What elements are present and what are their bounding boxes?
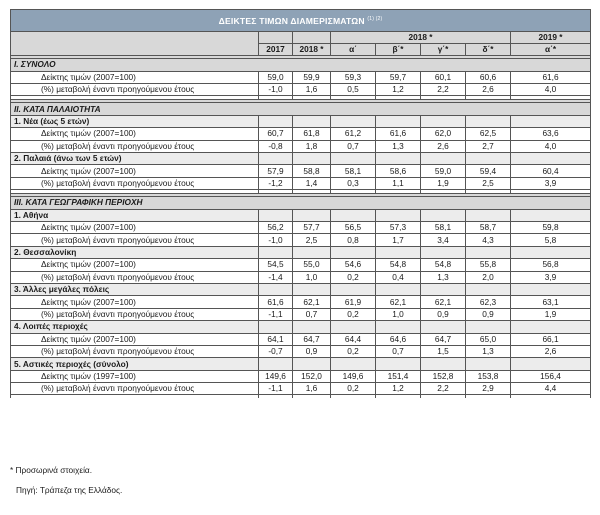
subsection-fill	[421, 152, 466, 164]
value-cell: 1,2	[376, 83, 421, 95]
header-2018-quarters: 2018 *	[331, 32, 511, 44]
row-label: Δείκτης τιμών (2007=100)	[11, 259, 259, 271]
table-row	[11, 222, 591, 234]
row-label: (%) μεταβολή έναντι προηγούμενου έτους	[11, 383, 259, 395]
spacer-row	[11, 395, 591, 399]
value-cell: 61,6	[511, 71, 591, 83]
value-cell: 1,9	[421, 177, 466, 189]
table-row	[11, 345, 591, 357]
value-cell: 0,5	[331, 83, 376, 95]
subsection-fill	[293, 152, 331, 164]
row-label: Δείκτης τιμών (2007=100)	[11, 165, 259, 177]
header-col: 2018 *	[293, 44, 331, 56]
subsection-header-row	[11, 209, 591, 221]
subsection-fill	[376, 358, 421, 370]
section-header-row	[11, 103, 591, 116]
table-row	[11, 234, 591, 246]
subsection-fill	[293, 283, 331, 295]
table-row	[11, 259, 591, 271]
value-cell: 57,7	[293, 222, 331, 234]
value-cell: 59,8	[511, 222, 591, 234]
value-cell: -1,0	[259, 234, 293, 246]
value-cell: 56,5	[331, 222, 376, 234]
value-cell: 64,4	[331, 333, 376, 345]
value-cell: 1,6	[293, 383, 331, 395]
value-cell: 1,9	[511, 308, 591, 320]
subsection-fill	[511, 321, 591, 333]
header-2019: 2019 *	[511, 32, 591, 44]
value-cell: 54,6	[331, 259, 376, 271]
header-col: 2017	[259, 44, 293, 56]
value-cell: 61,6	[259, 296, 293, 308]
value-cell: 58,8	[293, 165, 331, 177]
row-label: Δείκτης τιμών (2007=100)	[11, 128, 259, 140]
subsection-header-row	[11, 152, 591, 164]
value-cell: 2,6	[511, 345, 591, 357]
spacer-cell	[331, 395, 376, 399]
value-cell: -1,4	[259, 271, 293, 283]
subsection-fill	[259, 115, 293, 127]
subsection-fill	[466, 246, 511, 258]
spacer-cell	[466, 395, 511, 399]
subsection-fill	[331, 321, 376, 333]
value-cell: 1,1	[376, 177, 421, 189]
header-col: β΄*	[376, 44, 421, 56]
header-col: α΄	[331, 44, 376, 56]
table-row	[11, 140, 591, 152]
row-label: (%) μεταβολή έναντι προηγούμενου έτους	[11, 345, 259, 357]
table-row	[11, 383, 591, 395]
subsection-fill	[421, 358, 466, 370]
subsection-fill	[293, 209, 331, 221]
value-cell: 56,2	[259, 222, 293, 234]
value-cell: 0,9	[466, 308, 511, 320]
value-cell: 64,7	[421, 333, 466, 345]
subsection-fill	[511, 152, 591, 164]
value-cell: 61,2	[331, 128, 376, 140]
value-cell: 5,8	[511, 234, 591, 246]
value-cell: 62,5	[466, 128, 511, 140]
value-cell: -1,1	[259, 383, 293, 395]
value-cell: 61,9	[331, 296, 376, 308]
value-cell: 60,4	[511, 165, 591, 177]
value-cell: -1,2	[259, 177, 293, 189]
table-row	[11, 308, 591, 320]
value-cell: 60,7	[259, 128, 293, 140]
value-cell: 58,6	[376, 165, 421, 177]
value-cell: 0,2	[331, 271, 376, 283]
value-cell: 1,2	[376, 383, 421, 395]
value-cell: 65,0	[466, 333, 511, 345]
value-cell: 66,1	[511, 333, 591, 345]
section-title: I. ΣΥΝΟΛΟ	[11, 59, 591, 72]
title-notes: (1) (2)	[367, 16, 383, 23]
subsection-fill	[293, 321, 331, 333]
value-cell: 57,9	[259, 165, 293, 177]
value-cell: 156,4	[511, 370, 591, 382]
value-cell: -0,7	[259, 345, 293, 357]
value-cell: 0,7	[376, 345, 421, 357]
row-label: (%) μεταβολή έναντι προηγούμενου έτους	[11, 83, 259, 95]
subsection-fill	[511, 246, 591, 258]
value-cell: 59,3	[331, 71, 376, 83]
value-cell: 0,2	[331, 383, 376, 395]
row-label: Δείκτης τιμών (1997=100)	[11, 370, 259, 382]
header-col: δ΄*	[466, 44, 511, 56]
value-cell: 2,6	[421, 140, 466, 152]
subsection-fill	[511, 358, 591, 370]
value-cell: 2,7	[466, 140, 511, 152]
value-cell: 1,7	[376, 234, 421, 246]
spacer-cell	[376, 395, 421, 399]
value-cell: 54,8	[421, 259, 466, 271]
value-cell: 149,6	[259, 370, 293, 382]
value-cell: 64,6	[376, 333, 421, 345]
value-cell: 60,1	[421, 71, 466, 83]
subsection-fill	[331, 152, 376, 164]
value-cell: 151,4	[376, 370, 421, 382]
value-cell: 1,6	[293, 83, 331, 95]
value-cell: 59,7	[376, 71, 421, 83]
value-cell: 62,0	[421, 128, 466, 140]
table-title-row	[11, 10, 591, 32]
value-cell: 3,4	[421, 234, 466, 246]
table-body	[11, 10, 591, 399]
header-blank	[11, 32, 259, 56]
subsection-fill	[331, 358, 376, 370]
value-cell: 152,8	[421, 370, 466, 382]
subsection-fill	[376, 283, 421, 295]
value-cell: 54,5	[259, 259, 293, 271]
value-cell: 55,8	[466, 259, 511, 271]
subsection-fill	[259, 358, 293, 370]
value-cell: 62,1	[376, 296, 421, 308]
value-cell: 62,1	[421, 296, 466, 308]
section-title: III. ΚΑΤΑ ΓΕΩΓΡΑΦΙΚΗ ΠΕΡΙΟΧΗ	[11, 197, 591, 210]
value-cell: 4,3	[466, 234, 511, 246]
subsection-fill	[466, 209, 511, 221]
section-title: II. ΚΑΤΑ ΠΑΛΑΙΟΤΗΤΑ	[11, 103, 591, 116]
subsection-fill	[466, 283, 511, 295]
value-cell: 59,0	[421, 165, 466, 177]
subsection-title: 5. Αστικές περιοχές (σύνολο)	[11, 358, 259, 370]
spacer-cell	[293, 395, 331, 399]
row-label: Δείκτης τιμών (2007=100)	[11, 333, 259, 345]
subsection-title: 1. Νέα (έως 5 ετών)	[11, 115, 259, 127]
value-cell: 1,5	[421, 345, 466, 357]
subsection-fill	[421, 246, 466, 258]
value-cell: 3,9	[511, 177, 591, 189]
subsection-fill	[421, 321, 466, 333]
value-cell: 0,7	[331, 140, 376, 152]
value-cell: 58,1	[331, 165, 376, 177]
subsection-title: 1. Αθήνα	[11, 209, 259, 221]
value-cell: 2,2	[421, 83, 466, 95]
spacer-cell	[421, 395, 466, 399]
value-cell: 58,1	[421, 222, 466, 234]
table-title-text: ΔΕΙΚΤΕΣ ΤΙΜΩΝ ΔΙΑΜΕΡΙΣΜΑΤΩΝ	[218, 15, 365, 26]
header-blank-2017	[259, 32, 293, 44]
table-row	[11, 128, 591, 140]
subsection-header-row	[11, 358, 591, 370]
notes	[10, 462, 122, 499]
value-cell: 61,6	[376, 128, 421, 140]
table-row	[11, 271, 591, 283]
value-cell: 0,9	[293, 345, 331, 357]
subsection-fill	[421, 115, 466, 127]
value-cell: 62,3	[466, 296, 511, 308]
subsection-fill	[259, 246, 293, 258]
price-index-sheet	[10, 9, 590, 398]
value-cell: 1,0	[376, 308, 421, 320]
subsection-fill	[376, 321, 421, 333]
subsection-fill	[466, 115, 511, 127]
subsection-fill	[331, 115, 376, 127]
value-cell: -0,8	[259, 140, 293, 152]
value-cell: 153,8	[466, 370, 511, 382]
value-cell: 63,1	[511, 296, 591, 308]
value-cell: 0,9	[421, 308, 466, 320]
table-row	[11, 333, 591, 345]
subsection-fill	[331, 246, 376, 258]
value-cell: 59,4	[466, 165, 511, 177]
value-cell: 2,5	[293, 234, 331, 246]
value-cell: 0,2	[331, 308, 376, 320]
row-label: (%) μεταβολή έναντι προηγούμενου έτους	[11, 308, 259, 320]
subsection-fill	[293, 246, 331, 258]
value-cell: 1,3	[466, 345, 511, 357]
value-cell: 59,0	[259, 71, 293, 83]
subsection-fill	[376, 152, 421, 164]
subsection-fill	[421, 283, 466, 295]
value-cell: 2,6	[466, 83, 511, 95]
header-blank-2018	[293, 32, 331, 44]
value-cell: 1,3	[376, 140, 421, 152]
value-cell: 64,7	[293, 333, 331, 345]
spacer-cell	[259, 395, 293, 399]
value-cell: 2,2	[421, 383, 466, 395]
section-header-row	[11, 197, 591, 210]
subsection-fill	[293, 358, 331, 370]
value-cell: 0,8	[331, 234, 376, 246]
value-cell: 4,0	[511, 140, 591, 152]
subsection-fill	[466, 152, 511, 164]
subsection-fill	[511, 209, 591, 221]
section-header-row	[11, 59, 591, 72]
value-cell: 1,4	[293, 177, 331, 189]
value-cell: 63,6	[511, 128, 591, 140]
value-cell: 59,9	[293, 71, 331, 83]
subsection-fill	[511, 283, 591, 295]
value-cell: 1,8	[293, 140, 331, 152]
subsection-fill	[466, 358, 511, 370]
value-cell: 0,7	[293, 308, 331, 320]
value-cell: 0,4	[376, 271, 421, 283]
subsection-fill	[376, 115, 421, 127]
subsection-fill	[259, 321, 293, 333]
header-top-row	[11, 32, 591, 44]
subsection-header-row	[11, 321, 591, 333]
row-label: Δείκτης τιμών (2007=100)	[11, 71, 259, 83]
source-note: Πηγή: Τράπεζα της Ελλάδος.	[16, 485, 123, 495]
price-index-table	[10, 9, 591, 398]
header-col: γ΄*	[421, 44, 466, 56]
value-cell: 61,8	[293, 128, 331, 140]
subsection-fill	[466, 321, 511, 333]
table-row	[11, 177, 591, 189]
subsection-fill	[331, 283, 376, 295]
value-cell: -1,0	[259, 83, 293, 95]
row-label: (%) μεταβολή έναντι προηγούμενου έτους	[11, 140, 259, 152]
table-row	[11, 165, 591, 177]
subsection-fill	[511, 115, 591, 127]
spacer-cell	[511, 395, 591, 399]
table-title	[11, 10, 591, 32]
value-cell: 1,0	[293, 271, 331, 283]
table-row	[11, 71, 591, 83]
subsection-header-row	[11, 246, 591, 258]
value-cell: 4,4	[511, 383, 591, 395]
subsection-header-row	[11, 115, 591, 127]
value-cell: 56,8	[511, 259, 591, 271]
subsection-title: 2. Θεσσαλονίκη	[11, 246, 259, 258]
subsection-fill	[331, 209, 376, 221]
row-label: (%) μεταβολή έναντι προηγούμενου έτους	[11, 234, 259, 246]
value-cell: 54,8	[376, 259, 421, 271]
value-cell: 58,7	[466, 222, 511, 234]
footnote: * Προσωρινά στοιχεία.	[10, 465, 93, 475]
table-row	[11, 296, 591, 308]
subsection-fill	[259, 209, 293, 221]
row-label: (%) μεταβολή έναντι προηγούμενου έτους	[11, 271, 259, 283]
value-cell: 1,3	[421, 271, 466, 283]
table-row	[11, 370, 591, 382]
subsection-fill	[259, 283, 293, 295]
value-cell: 2,0	[466, 271, 511, 283]
value-cell: 4,0	[511, 83, 591, 95]
spacer-cell	[11, 395, 259, 399]
header-col: α΄*	[511, 44, 591, 56]
value-cell: 149,6	[331, 370, 376, 382]
table-row	[11, 83, 591, 95]
subsection-title: 2. Παλαιά (άνω των 5 ετών)	[11, 152, 259, 164]
value-cell: 64,1	[259, 333, 293, 345]
value-cell: 60,6	[466, 71, 511, 83]
subsection-title: 4. Λοιπές περιοχές	[11, 321, 259, 333]
value-cell: 0,3	[331, 177, 376, 189]
value-cell: 2,9	[466, 383, 511, 395]
value-cell: 62,1	[293, 296, 331, 308]
value-cell: 152,0	[293, 370, 331, 382]
subsection-fill	[376, 246, 421, 258]
value-cell: -1,1	[259, 308, 293, 320]
subsection-fill	[421, 209, 466, 221]
value-cell: 57,3	[376, 222, 421, 234]
subsection-fill	[259, 152, 293, 164]
subsection-header-row	[11, 283, 591, 295]
value-cell: 55,0	[293, 259, 331, 271]
row-label: Δείκτης τιμών (2007=100)	[11, 222, 259, 234]
row-label: Δείκτης τιμών (2007=100)	[11, 296, 259, 308]
value-cell: 0,2	[331, 345, 376, 357]
row-label: (%) μεταβολή έναντι προηγούμενου έτους	[11, 177, 259, 189]
value-cell: 2,5	[466, 177, 511, 189]
subsection-title: 3. Άλλες μεγάλες πόλεις	[11, 283, 259, 295]
subsection-fill	[293, 115, 331, 127]
value-cell: 3,9	[511, 271, 591, 283]
subsection-fill	[376, 209, 421, 221]
